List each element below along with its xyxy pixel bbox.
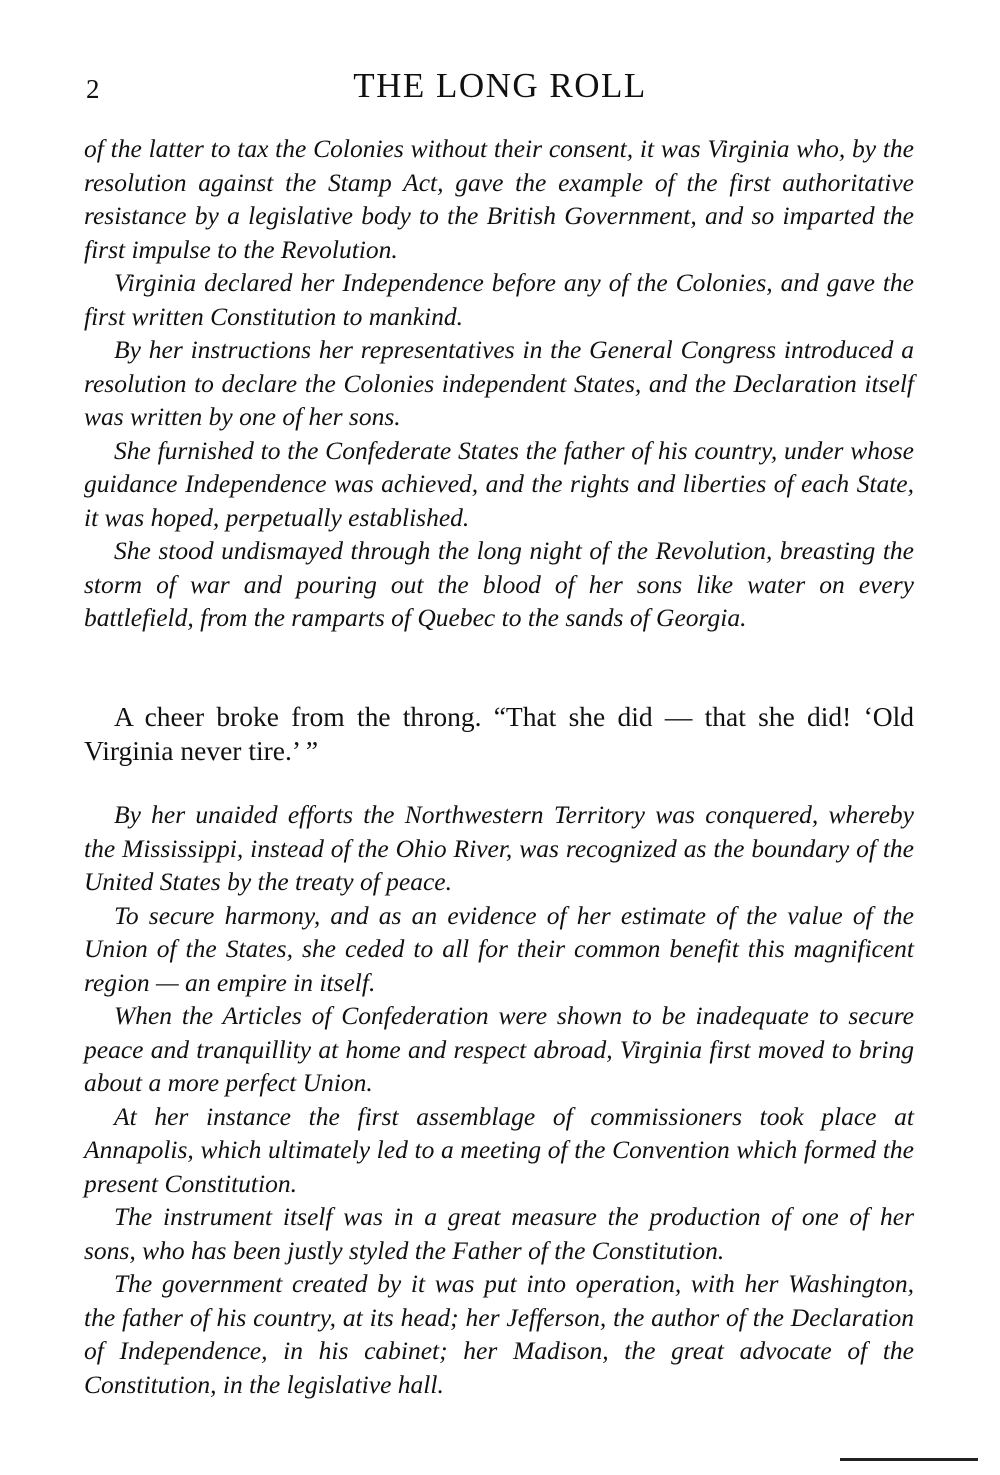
paragraph: of the latter to tax the Colonies without their consent, it was Virginia who, by the resolution against the Stamp Act, gave the example of the first authoritative resistance by a legislative body to the British Government, and so imparted the first impulse to the Revolution. [84,134,914,264]
paragraph: The instrument itself was in a great measure the production of one of her sons, who has been justly styled the Father of the Constitution. [84,1202,914,1265]
paragraph: Virginia declared her Independence before any of the Colonies, and gave the first written Constitution to mankind. [84,268,914,331]
quoted-address-block-2 [84,798,914,1401]
quoted-address-block-1 [84,132,914,635]
bottom-rule [840,1458,978,1461]
paragraph: She furnished to the Confederate States the father of his country, under whose guidance Independence was achieved, and the rights and liberties of each State, it was hoped, perpetually established. [84,435,914,532]
paragraph: She stood undismayed through the long night of the Revolution, breasting the storm of war and pouring out the blood of her sons like water on every battlefield, from the ramparts of Quebec to the sands of Georgia. [84,536,914,632]
narrative-block [84,700,914,768]
paragraph: When the Articles of Confederation were shown to be inadequate to secure peace and tranquillity at home and respect abroad, Virginia first moved to bring about a more perfect Union. [84,1001,914,1097]
running-head: THE LONG ROLL [353,66,647,105]
paragraph: At her instance the first assemblage of commissioners took place at Annapolis, which ultimately led to a meeting of the Convention which formed the present Constitution. [84,1101,914,1198]
narrative-paragraph: A cheer broke from the throng. “That she did — that she did! ‘Old Virginia never tire.’ ” [84,701,914,766]
page-number: 2 [86,74,100,104]
paragraph: To secure harmony, and as an evidence of her estimate of the value of the Union of the States, she ceded to all for their common benefit this magnificent region — an empire in itself. [84,900,914,997]
paragraph: By her instructions her representatives in the General Congress introduced a resolution to declare the Colonies independent States, and the Declaration itself was written by one of her sons. [84,335,914,431]
paragraph: The government created by it was put into operation, with her Washington, the father of his country, at its head; her Jefferson, the author of the Declaration of Independence, in his cabinet; her Madison, the great advocate of the Constitution, in the legislative hall. [84,1269,914,1399]
paragraph: By her unaided efforts the Northwestern Territory was conquered, whereby the Mississippi, instead of the Ohio River, was recognized as the boundary of the United States by the treaty of peace. [84,800,914,896]
